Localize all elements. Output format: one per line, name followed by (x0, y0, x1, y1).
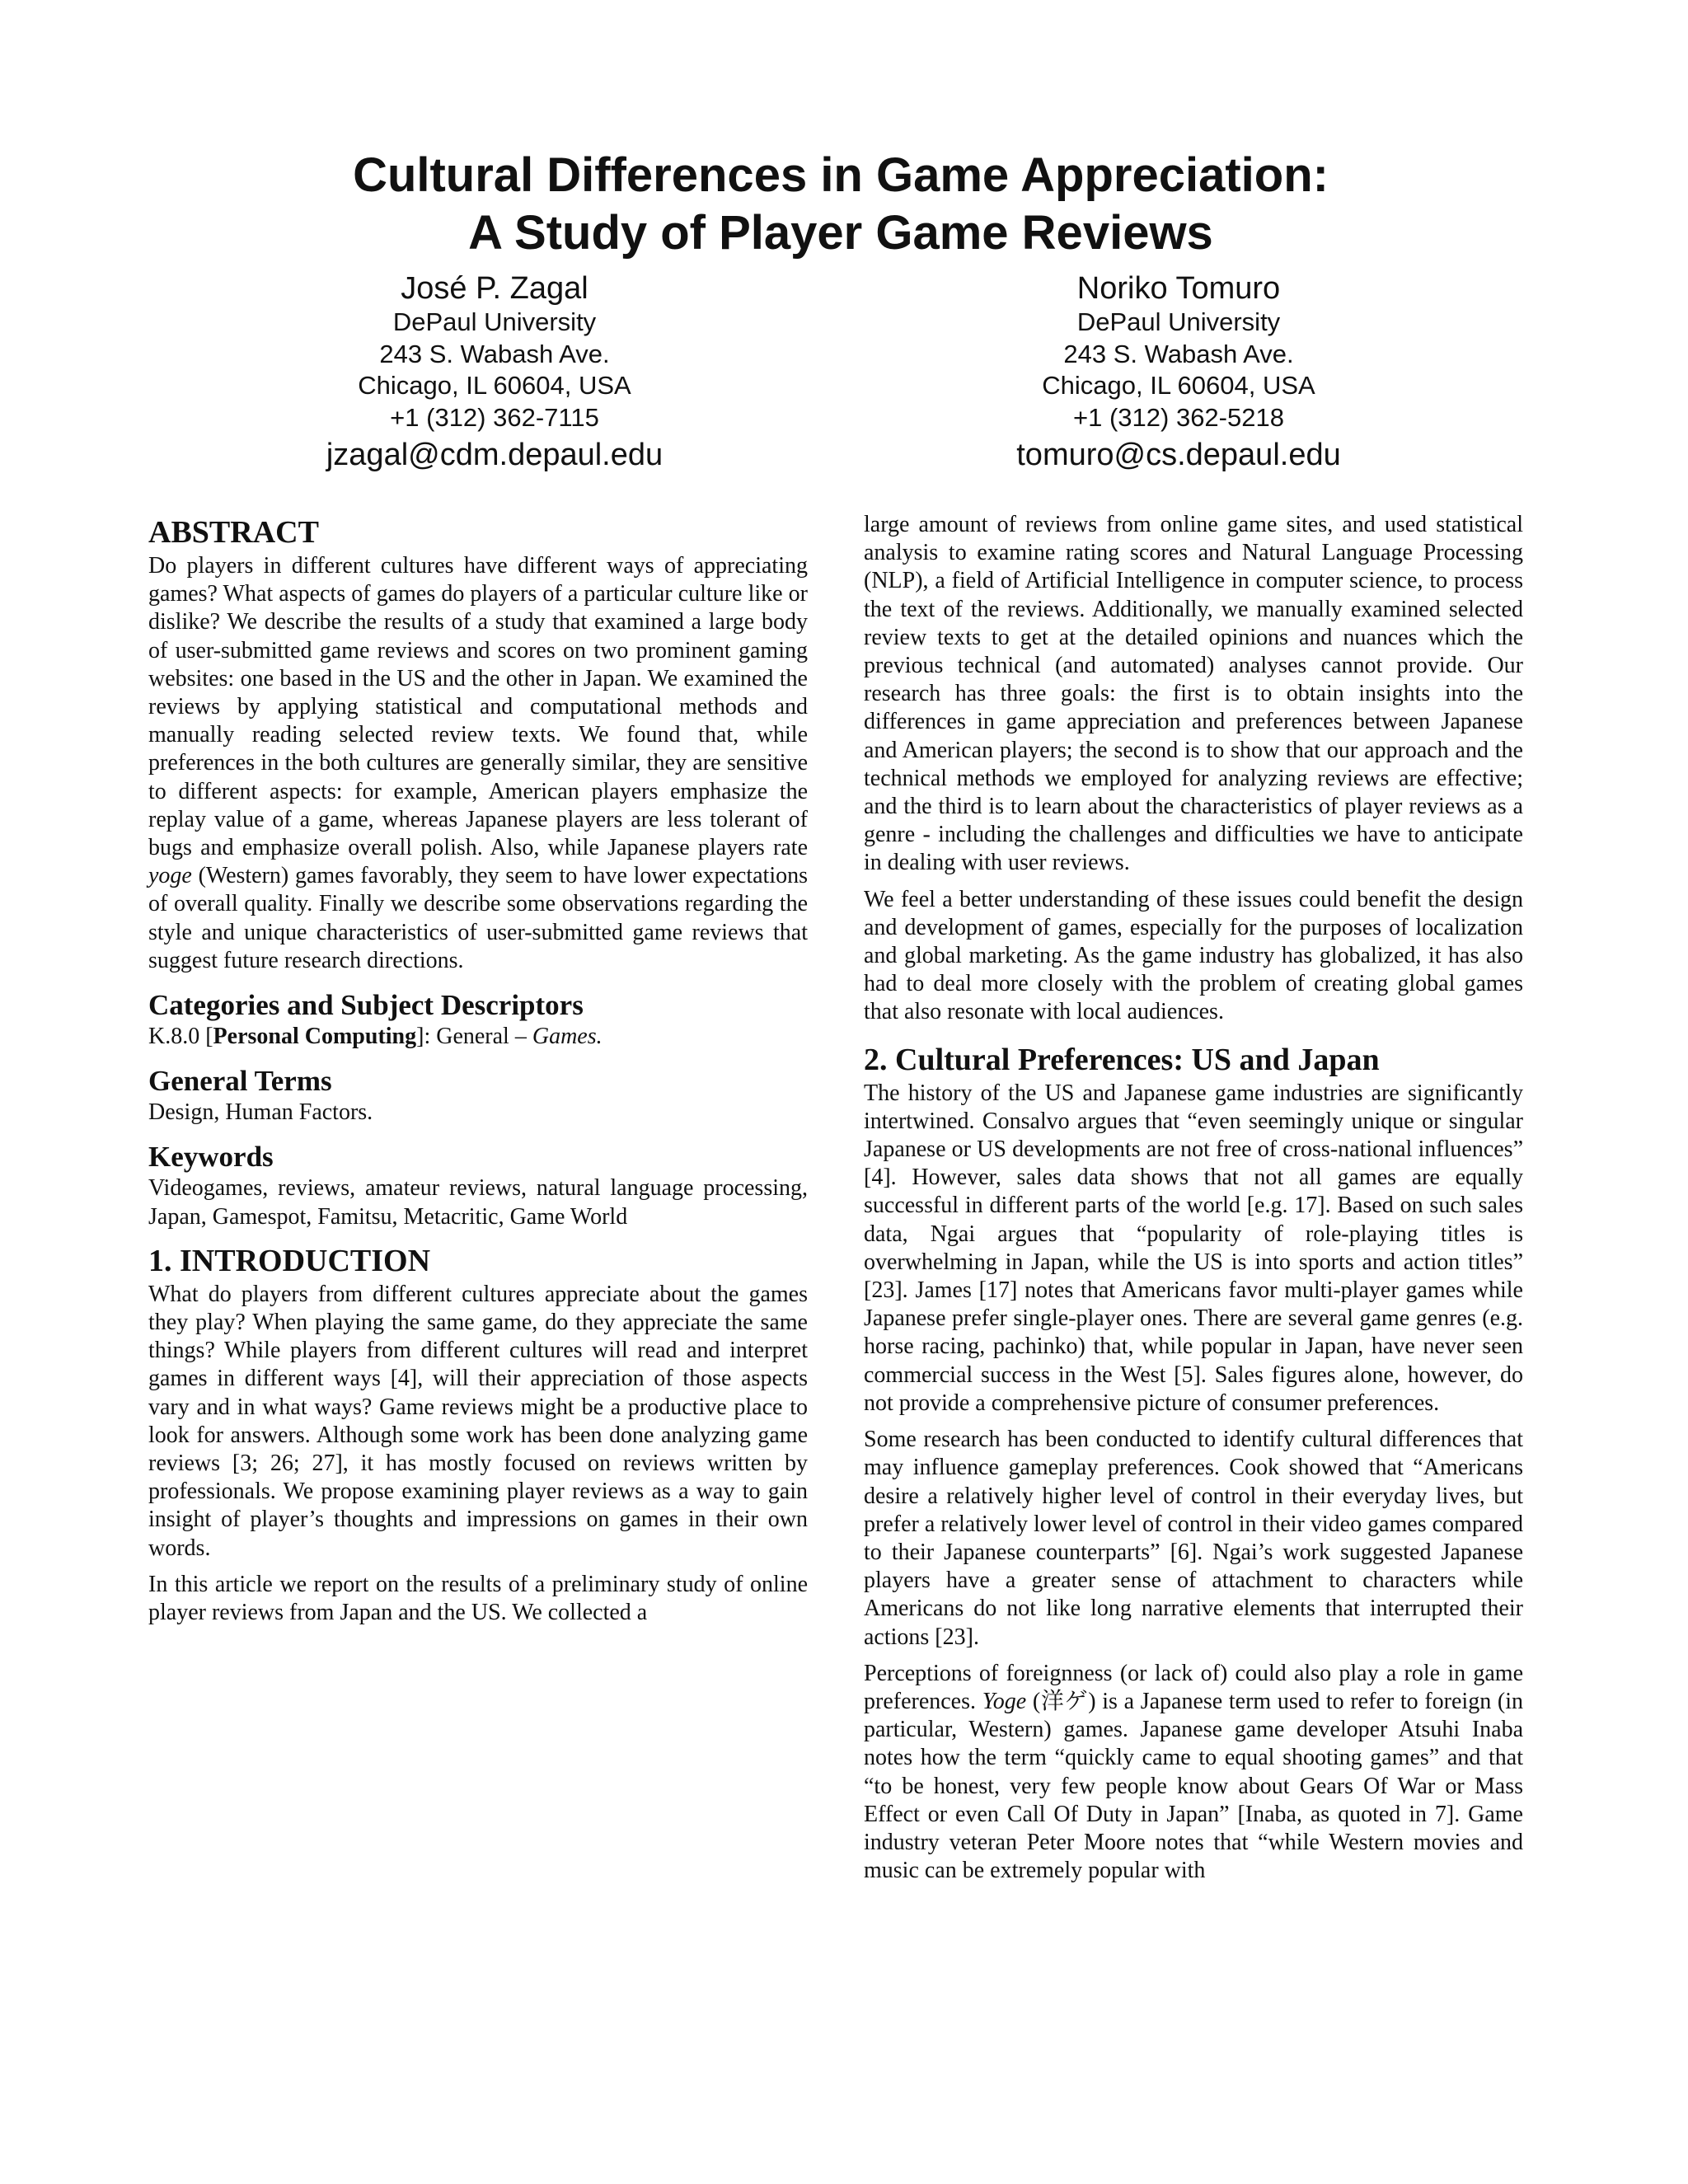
section-2-text-part: (洋ゲ) is a Japanese term used to refer to foreign (in particular, Western) games. Japanese game developer Atsuhi Inaba notes how the term “quickly came to equal shooting games” and that “to be honest, very few people know about Gears Of War or Mass Effect or even Call Of Duty in Japan” [Inaba, as quoted in 7]. Game industry veteran Peter Moore notes that “while Western movies and music can be extremely popular with (864, 1688, 1523, 1884)
author-block-2 (865, 270, 1492, 475)
section-2-paragraph: Some research has been conducted to identify cultural differences that may influence gameplay preferences. Cook showed that “Americans desire a relatively higher level of control in their everyday lives, but prefer a relatively lower level of control in their video games compared to their Japanese counterparts” [6]. Ngai’s work suggested Japanese players have a greater sense of attachment to characters while Americans do not like long narrative elements that interrupted their actions [23]. (864, 1427, 1523, 1650)
keywords-text: Videogames, reviews, amateur reviews, natural language processing, Japan, Gamespot, Famitsu, Metacritic, Game World (148, 1175, 808, 1230)
categories-prefix: K.8.0 [ (148, 1024, 213, 1050)
title-line-2: A Study of Player Game Reviews (468, 206, 1213, 260)
introduction-paragraph: In this article we report on the results of a preliminary study of online player reviews from Japan and the US. We collected a (148, 1571, 808, 1626)
author-affiliation: DePaul University (392, 307, 597, 336)
author-street: 243 S. Wabash Ave. (379, 339, 610, 368)
section-2-heading: 2. Cultural Preferences: US and Japan (864, 1042, 1380, 1077)
categories-text (148, 1023, 808, 1051)
left-column (148, 514, 808, 1635)
keywords-heading: Keywords (148, 1141, 274, 1174)
author-name: Noriko Tomuro (1076, 271, 1281, 306)
author-affiliation: DePaul University (1076, 307, 1281, 336)
author-phone: +1 (312) 362-5218 (1073, 402, 1284, 432)
introduction-paragraph: large amount of reviews from online game sites, and used statistical analysis to examine rating scores and Natural Language Processing (NLP), a field of Artificial Intelligence in computer science, to process the text of the reviews. Additionally, we manually examined selected review texts to get at the detailed opinions and nuances which the previous technical (and automated) analyses cannot provide. Our research has three goals: the first is to obtain insights into the differences in game appreciation and preferences between Japanese and American players; the second is to show that our approach and the technical methods we employed for analyzing reviews are effective; and the third is to learn about the characteristics of player reviews as a genre - including the challenges and difficulties we have to anticipate in dealing with user reviews. (864, 512, 1523, 876)
author-name: José P. Zagal (401, 271, 588, 306)
paper-title (148, 147, 1533, 262)
introduction-heading: 1. INTRODUCTION (148, 1243, 431, 1278)
author-email: tomuro@cs.depaul.edu (1016, 438, 1341, 472)
yoge-italic-term: Yoge (982, 1688, 1027, 1714)
introduction-paragraph: We feel a better understanding of these issues could benefit the design and development of games, especially for the purposes of localization and global marketing. As the game industry has globalized, it has also had to deal more closely with the problem of creating global games that also resonate with local audiences. (864, 886, 1523, 1025)
title-line-1: Cultural Differences in Game Appreciation: (353, 148, 1329, 202)
general-terms-heading: General Terms (148, 1065, 332, 1098)
author-city: Chicago, IL 60604, USA (1042, 371, 1315, 400)
introduction-paragraph: What do players from different cultures appreciate about the games they play? When playing the same game, do they appreciate the same things? While players from different cultures will read and interpret games in different ways [4], will their appreciation of those aspects vary and in what ways? Game reviews might be a productive place to look for answers. Although some work has been done analyzing game reviews [3; 26; 27], it has mostly focused on reviews written by professionals. We propose examining player reviews as a way to gain insight of player’s thoughts and impressions on games in their own words. (148, 1281, 808, 1561)
categories-bold: Personal Computing (213, 1024, 417, 1050)
section-2-text-part: Perceptions of foreignness (or lack of) could also play a role in game preferences. (864, 1660, 1523, 1714)
abstract-text-part: (Western) games favorably, they seem to have lower expectations of overall quality. Finally we describe some observations regarding the style and unique characteristics of user-submitted game reviews that suggest future research directions. (148, 863, 808, 973)
right-column (864, 511, 1523, 1893)
section-2-paragraph (864, 1660, 1523, 1886)
abstract-heading: ABSTRACT (148, 515, 319, 550)
categories-italic: Games. (532, 1024, 603, 1050)
categories-middle: ]: General – (416, 1024, 532, 1050)
author-city: Chicago, IL 60604, USA (358, 371, 631, 400)
author-street: 243 S. Wabash Ave. (1063, 339, 1294, 368)
section-2-paragraph: The history of the US and Japanese game industries are significantly intertwined. Consalvo argues that “even seemingly unique or singular Japanese or US developments are not free of cross-national influences” [4]. However, sales data shows that not all games are equally successful in different parts of the world [e.g. 17]. Based on such sales data, Ngai argues that “popularity of role-playing titles is overwhelming in Japan, while the US is into sports and action titles” [23]. James [17] notes that Americans favor multi-player games while Japanese prefer single-player ones. There are several game genres (e.g. horse racing, pachinko) that, while popular in Japan, have never seen commercial success in the West [5]. Sales figures alone, however, do not provide a comprehensive picture of consumer preferences. (864, 1080, 1523, 1416)
abstract-text-part: Do players in different cultures have different ways of appreciating games? What aspects of games do players of a particular culture like or dislike? We describe the results of a study that examined a large body of user-submitted game reviews and scores on two prominent gaming websites: one based in the US and the other in Japan. We examined the reviews by applying statistical and computational methods and manually reading selected review texts. We found that, while preferences in the both cultures are generally similar, they are sensitive to different aspects: for example, American players emphasize the replay value of a game, whereas Japanese players are less tolerant of bugs and emphasize overall polish. Also, while Japanese players rate (148, 553, 808, 861)
categories-heading: Categories and Subject Descriptors (148, 989, 584, 1022)
abstract-text (148, 552, 808, 975)
abstract-italic-term: yoge (148, 863, 192, 889)
author-block-1 (181, 270, 808, 475)
general-terms-text: Design, Human Factors. (148, 1099, 373, 1126)
author-email: jzagal@cdm.depaul.edu (326, 438, 663, 472)
author-phone: +1 (312) 362-7115 (390, 402, 599, 432)
